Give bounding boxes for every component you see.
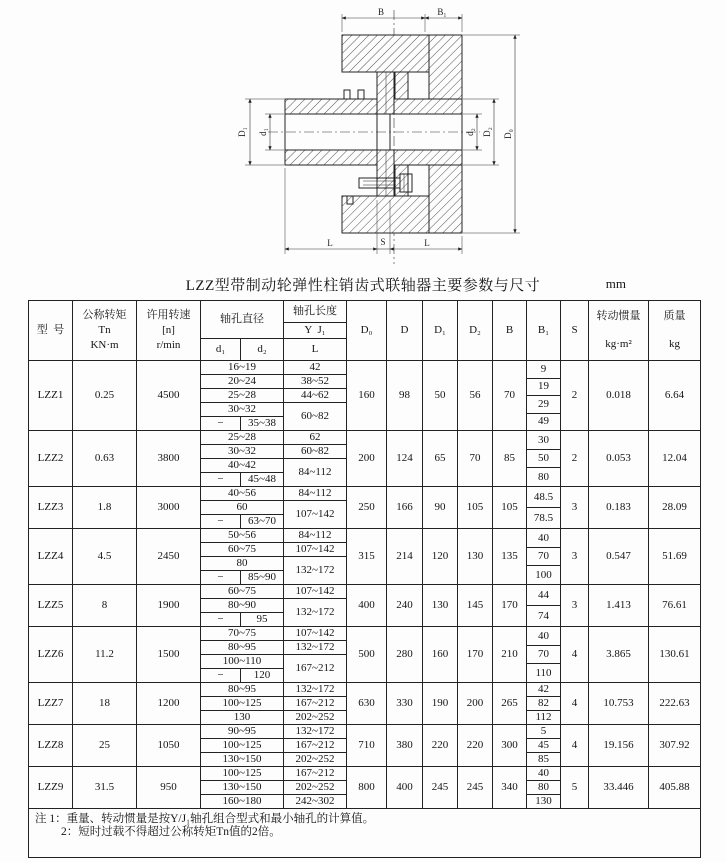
cell-D1: 220 bbox=[423, 725, 458, 767]
dim-B bbox=[342, 7, 462, 32]
cell-D: 380 bbox=[387, 725, 423, 767]
cell-length: 167~212 bbox=[284, 697, 347, 711]
cell-length: 202~252 bbox=[284, 781, 347, 795]
cell-D0: 630 bbox=[347, 683, 387, 725]
header-mass-unit: kg bbox=[669, 338, 680, 351]
header-mass-label: 质量 bbox=[663, 310, 686, 323]
cell-torque: 11.2 bbox=[73, 627, 137, 683]
b1-subcell: 80 bbox=[538, 470, 549, 483]
cell-bore: 60 bbox=[201, 501, 284, 515]
spec-table-body bbox=[29, 361, 701, 809]
cell-bore-d1: − bbox=[201, 473, 241, 487]
cell-bore: 70~75 bbox=[201, 627, 284, 641]
cell-S: 4 bbox=[561, 627, 589, 683]
cell-D1: 65 bbox=[423, 431, 458, 487]
header-L: L bbox=[284, 339, 347, 361]
cell-B1 bbox=[527, 585, 561, 627]
cell-D2: 220 bbox=[458, 725, 493, 767]
cell-D0: 800 bbox=[347, 767, 387, 809]
header-torque bbox=[73, 301, 137, 361]
header-model: 型 号 bbox=[29, 301, 73, 361]
cell-speed: 3000 bbox=[137, 487, 201, 529]
dim-label-d2: d₂ bbox=[465, 128, 475, 136]
cell-length: 167~212 bbox=[284, 739, 347, 753]
note-line-1: 注 1：重量、转动惯量是按Y/J₁轴孔组合型式和最小轴孔的计算值。 bbox=[35, 813, 375, 825]
cell-bore: 130 bbox=[201, 711, 284, 725]
cell-torque: 31.5 bbox=[73, 767, 137, 809]
cell-bore: 40~56 bbox=[201, 487, 284, 501]
b1-subcell: 110 bbox=[535, 666, 552, 679]
cell-bore: 80~95 bbox=[201, 683, 284, 697]
cell-D: 240 bbox=[387, 585, 423, 627]
table-row bbox=[29, 683, 701, 697]
cell-D1: 120 bbox=[423, 529, 458, 585]
header-D0: D₀ bbox=[347, 301, 387, 361]
cell-B1 bbox=[527, 487, 561, 529]
cell-length: 44~62 bbox=[284, 389, 347, 403]
cell-speed: 950 bbox=[137, 767, 201, 809]
cell-bore-d2: 120 bbox=[241, 669, 284, 683]
b1-subcell: 48.5 bbox=[527, 487, 560, 508]
cell-length: 167~212 bbox=[284, 655, 347, 683]
cell-bore-d1: − bbox=[201, 669, 241, 683]
cell-length: 132~172 bbox=[284, 683, 347, 697]
unit-label: mm bbox=[605, 276, 626, 291]
spec-table bbox=[28, 300, 701, 858]
page-title: LZZ型带制动轮弹性柱销齿式联轴器主要参数与尺寸 bbox=[185, 278, 541, 294]
cell-D1: 130 bbox=[423, 585, 458, 627]
cell-B: 340 bbox=[493, 767, 527, 809]
header-d2: d₂ bbox=[241, 339, 284, 361]
cell-torque: 8 bbox=[73, 585, 137, 627]
b1-subcell: 70 bbox=[527, 548, 560, 567]
cell-B1 bbox=[527, 725, 561, 767]
dim-label-D0: D₀ bbox=[503, 129, 513, 139]
table-row bbox=[29, 725, 701, 739]
cell-bore: 100~110 bbox=[201, 655, 284, 669]
cell-bore: 130~150 bbox=[201, 753, 284, 767]
cell-torque: 0.63 bbox=[73, 431, 137, 487]
cell-B: 105 bbox=[493, 487, 527, 529]
dim-label-L-left: L bbox=[327, 238, 333, 248]
header-torque-line2: Tn bbox=[98, 324, 111, 337]
cell-mass: 130.61 bbox=[649, 627, 701, 683]
cell-D0: 250 bbox=[347, 487, 387, 529]
cell-length: 60~82 bbox=[284, 403, 347, 431]
header-torque-line1: 公称转矩 bbox=[82, 309, 127, 322]
b1-subcell: 80 bbox=[527, 781, 560, 795]
b1-subcell: 9 bbox=[527, 361, 560, 379]
table-row bbox=[29, 487, 701, 501]
cell-length: 132~172 bbox=[284, 641, 347, 655]
header-YJ1: Y J₁ bbox=[284, 323, 347, 339]
b1-subcell: 45 bbox=[527, 739, 560, 753]
cell-D: 214 bbox=[387, 529, 423, 585]
cell-torque: 25 bbox=[73, 725, 137, 767]
cell-length: 167~212 bbox=[284, 767, 347, 781]
cell-bore: 100~125 bbox=[201, 739, 284, 753]
cell-bore: 30~32 bbox=[201, 445, 284, 459]
table-title-row bbox=[0, 272, 726, 300]
cell-D1: 160 bbox=[423, 627, 458, 683]
table-row bbox=[29, 431, 701, 445]
header-mass bbox=[649, 301, 701, 361]
dim-label-L-right: L bbox=[424, 238, 430, 248]
cell-B1 bbox=[527, 627, 561, 683]
cell-speed: 1900 bbox=[137, 585, 201, 627]
table-row bbox=[29, 627, 701, 641]
b1-subcell: 100 bbox=[535, 568, 552, 581]
cell-D: 166 bbox=[387, 487, 423, 529]
brake-flange-disc bbox=[429, 35, 462, 233]
spec-table-header bbox=[29, 301, 701, 361]
cell-length: 107~142 bbox=[284, 627, 347, 641]
cell-torque: 4.5 bbox=[73, 529, 137, 585]
cell-speed: 3800 bbox=[137, 431, 201, 487]
cell-bore-d2: 35~38 bbox=[241, 417, 284, 431]
cell-model: LZZ5 bbox=[29, 585, 73, 627]
b1-subcell: 44 bbox=[527, 585, 560, 606]
cell-bore: 25~28 bbox=[201, 431, 284, 445]
header-D2: D₂ bbox=[458, 301, 493, 361]
cell-bore: 160~180 bbox=[201, 795, 284, 809]
cell-S: 2 bbox=[561, 361, 589, 431]
b1-subcell: 19 bbox=[527, 379, 560, 397]
cell-mass: 222.63 bbox=[649, 683, 701, 725]
cell-length: 132~172 bbox=[284, 557, 347, 585]
table-row bbox=[29, 767, 701, 781]
cell-bore: 100~125 bbox=[201, 767, 284, 781]
b1-subcell: 40 bbox=[527, 627, 560, 646]
b1-subcell: 5 bbox=[527, 725, 560, 739]
cell-B: 210 bbox=[493, 627, 527, 683]
cell-B1 bbox=[527, 683, 561, 725]
dim-label-d1: d₁ bbox=[258, 128, 268, 136]
header-d1: d₁ bbox=[201, 339, 241, 361]
cell-speed: 4500 bbox=[137, 361, 201, 431]
cell-bore: 60~75 bbox=[201, 543, 284, 557]
coupling-drawing bbox=[0, 0, 726, 272]
cell-torque: 1.8 bbox=[73, 487, 137, 529]
header-inertia-label: 转动惯量 bbox=[596, 310, 641, 323]
cell-inertia: 0.547 bbox=[589, 529, 649, 585]
cell-model: LZZ3 bbox=[29, 487, 73, 529]
cell-length: 242~302 bbox=[284, 795, 347, 809]
header-bore-diameter: 轴孔直径 bbox=[201, 301, 284, 339]
cell-bore: 50~56 bbox=[201, 529, 284, 543]
cell-B: 70 bbox=[493, 361, 527, 431]
b1-subcell: 74 bbox=[538, 609, 549, 622]
cell-model: LZZ1 bbox=[29, 361, 73, 431]
cell-D: 98 bbox=[387, 361, 423, 431]
cell-B1 bbox=[527, 767, 561, 809]
cell-length: 84~112 bbox=[284, 529, 347, 543]
cell-length: 202~252 bbox=[284, 753, 347, 767]
b1-subcell: 112 bbox=[535, 711, 552, 724]
notes-cell bbox=[29, 809, 701, 858]
cell-D0: 500 bbox=[347, 627, 387, 683]
cell-B1 bbox=[527, 361, 561, 431]
cell-length: 42 bbox=[284, 361, 347, 375]
b1-subcell: 42 bbox=[527, 683, 560, 697]
notes-section bbox=[29, 809, 701, 858]
cell-model: LZZ2 bbox=[29, 431, 73, 487]
cell-mass: 12.04 bbox=[649, 431, 701, 487]
b1-subcell: 85 bbox=[538, 753, 549, 766]
cell-S: 3 bbox=[561, 585, 589, 627]
cell-S: 3 bbox=[561, 487, 589, 529]
cell-bore: 90~95 bbox=[201, 725, 284, 739]
cell-bore-d1: − bbox=[201, 613, 241, 627]
cell-mass: 51.69 bbox=[649, 529, 701, 585]
cell-mass: 307.92 bbox=[649, 725, 701, 767]
cell-D1: 50 bbox=[423, 361, 458, 431]
cell-bore-d1: − bbox=[201, 571, 241, 585]
cell-bore: 80 bbox=[201, 557, 284, 571]
header-D1: D₁ bbox=[423, 301, 458, 361]
header-bore-length: 轴孔长度 bbox=[284, 301, 347, 323]
cell-inertia: 0.053 bbox=[589, 431, 649, 487]
coupling-cross-section bbox=[232, 2, 552, 272]
dim-label-B: B bbox=[377, 7, 385, 17]
b1-subcell: 82 bbox=[527, 697, 560, 711]
cell-B1 bbox=[527, 431, 561, 487]
b1-subcell: 130 bbox=[535, 795, 552, 808]
header-inertia bbox=[589, 301, 649, 361]
cell-length: 107~142 bbox=[284, 585, 347, 599]
cell-speed: 1200 bbox=[137, 683, 201, 725]
header-B1: B₁ bbox=[527, 301, 561, 361]
b1-subcell: 30 bbox=[527, 431, 560, 450]
b1-subcell: 50 bbox=[527, 450, 560, 469]
dim-label-B1: B₁ bbox=[437, 7, 447, 17]
cell-D2: 170 bbox=[458, 627, 493, 683]
cell-bore: 60~75 bbox=[201, 585, 284, 599]
header-B: B bbox=[493, 301, 527, 361]
cell-bore: 130~150 bbox=[201, 781, 284, 795]
cell-D0: 200 bbox=[347, 431, 387, 487]
header-speed-line1: 许用转速 bbox=[146, 309, 191, 322]
b1-subcell: 40 bbox=[527, 767, 560, 781]
cell-B: 265 bbox=[493, 683, 527, 725]
cell-bore-d2: 85~90 bbox=[241, 571, 284, 585]
cell-length: 84~112 bbox=[284, 459, 347, 487]
cell-length: 107~142 bbox=[284, 501, 347, 529]
pin-flange bbox=[377, 72, 394, 196]
cell-bore-d1: − bbox=[201, 515, 241, 529]
table-row bbox=[29, 585, 701, 599]
cell-torque: 0.25 bbox=[73, 361, 137, 431]
cell-bore: 16~19 bbox=[201, 361, 284, 375]
cell-mass: 28.09 bbox=[649, 487, 701, 529]
cell-bore-d1: − bbox=[201, 417, 241, 431]
cell-D0: 400 bbox=[347, 585, 387, 627]
cell-speed: 2450 bbox=[137, 529, 201, 585]
cell-D2: 105 bbox=[458, 487, 493, 529]
cell-inertia: 3.865 bbox=[589, 627, 649, 683]
cell-D0: 160 bbox=[347, 361, 387, 431]
dim-right bbox=[463, 35, 520, 233]
header-S: S bbox=[561, 301, 589, 361]
header-torque-line3: KN·m bbox=[90, 338, 119, 351]
b1-subcell: 78.5 bbox=[533, 511, 554, 524]
cell-mass: 6.64 bbox=[649, 361, 701, 431]
cell-length: 107~142 bbox=[284, 543, 347, 557]
cell-length: 202~252 bbox=[284, 711, 347, 725]
cell-bore-d2: 63~70 bbox=[241, 515, 284, 529]
cell-mass: 405.88 bbox=[649, 767, 701, 809]
header-inertia-unit: kg·m² bbox=[605, 338, 632, 351]
cell-inertia: 10.753 bbox=[589, 683, 649, 725]
cell-length: 84~112 bbox=[284, 487, 347, 501]
cell-B: 300 bbox=[493, 725, 527, 767]
header-speed-line2: [n] bbox=[162, 324, 175, 337]
cell-D2: 200 bbox=[458, 683, 493, 725]
cell-model: LZZ6 bbox=[29, 627, 73, 683]
cell-D2: 56 bbox=[458, 361, 493, 431]
cell-D2: 145 bbox=[458, 585, 493, 627]
b1-subcell: 70 bbox=[527, 646, 560, 665]
notes-row bbox=[29, 809, 701, 858]
cell-bore: 80~90 bbox=[201, 599, 284, 613]
header-speed bbox=[137, 301, 201, 361]
cell-B: 85 bbox=[493, 431, 527, 487]
cell-B1 bbox=[527, 529, 561, 585]
note-line-2: 2：短时过载不得超过公称转矩Tn值的2倍。 bbox=[61, 826, 281, 839]
cell-D2: 130 bbox=[458, 529, 493, 585]
cell-torque: 18 bbox=[73, 683, 137, 725]
cell-speed: 1500 bbox=[137, 627, 201, 683]
cell-model: LZZ9 bbox=[29, 767, 73, 809]
cell-D1: 245 bbox=[423, 767, 458, 809]
cell-bore-d2: 95 bbox=[241, 613, 284, 627]
cell-bore: 80~95 bbox=[201, 641, 284, 655]
dim-label-D1: D₁ bbox=[237, 127, 247, 137]
cell-D1: 190 bbox=[423, 683, 458, 725]
header-D: D bbox=[387, 301, 423, 361]
brake-wheel bbox=[342, 35, 429, 233]
cell-D: 400 bbox=[387, 767, 423, 809]
cell-length: 38~52 bbox=[284, 375, 347, 389]
cell-D1: 90 bbox=[423, 487, 458, 529]
cell-model: LZZ7 bbox=[29, 683, 73, 725]
cell-inertia: 33.446 bbox=[589, 767, 649, 809]
cell-bore: 30~32 bbox=[201, 403, 284, 417]
cell-mass: 76.61 bbox=[649, 585, 701, 627]
cell-S: 4 bbox=[561, 683, 589, 725]
table-row bbox=[29, 361, 701, 375]
dim-label-D2: D₂ bbox=[482, 127, 492, 137]
cell-S: 4 bbox=[561, 725, 589, 767]
cell-speed: 1050 bbox=[137, 725, 201, 767]
cell-bore: 20~24 bbox=[201, 375, 284, 389]
cell-B: 170 bbox=[493, 585, 527, 627]
cell-inertia: 19.156 bbox=[589, 725, 649, 767]
cell-D: 124 bbox=[387, 431, 423, 487]
cell-length: 60~82 bbox=[284, 445, 347, 459]
cell-S: 2 bbox=[561, 431, 589, 487]
cell-D0: 710 bbox=[347, 725, 387, 767]
cell-D: 280 bbox=[387, 627, 423, 683]
cell-S: 5 bbox=[561, 767, 589, 809]
cell-D2: 70 bbox=[458, 431, 493, 487]
cell-bore: 100~125 bbox=[201, 697, 284, 711]
cell-length: 62 bbox=[284, 431, 347, 445]
cell-length: 132~172 bbox=[284, 725, 347, 739]
cell-bore: 40~42 bbox=[201, 459, 284, 473]
cell-length: 132~172 bbox=[284, 599, 347, 627]
cell-D2: 245 bbox=[458, 767, 493, 809]
table-row bbox=[29, 529, 701, 543]
cell-B: 135 bbox=[493, 529, 527, 585]
cell-D0: 315 bbox=[347, 529, 387, 585]
cell-bore: 25~28 bbox=[201, 389, 284, 403]
cell-D: 330 bbox=[387, 683, 423, 725]
b1-subcell: 49 bbox=[538, 415, 549, 428]
b1-subcell: 29 bbox=[527, 396, 560, 414]
cell-S: 3 bbox=[561, 529, 589, 585]
cell-inertia: 1.413 bbox=[589, 585, 649, 627]
cell-model: LZZ8 bbox=[29, 725, 73, 767]
header-speed-line3: r/min bbox=[156, 338, 181, 351]
b1-subcell: 40 bbox=[527, 529, 560, 548]
cell-bore-d2: 45~48 bbox=[241, 473, 284, 487]
cell-inertia: 0.183 bbox=[589, 487, 649, 529]
cell-model: LZZ4 bbox=[29, 529, 73, 585]
cell-inertia: 0.018 bbox=[589, 361, 649, 431]
dim-label-S: S bbox=[380, 237, 386, 247]
